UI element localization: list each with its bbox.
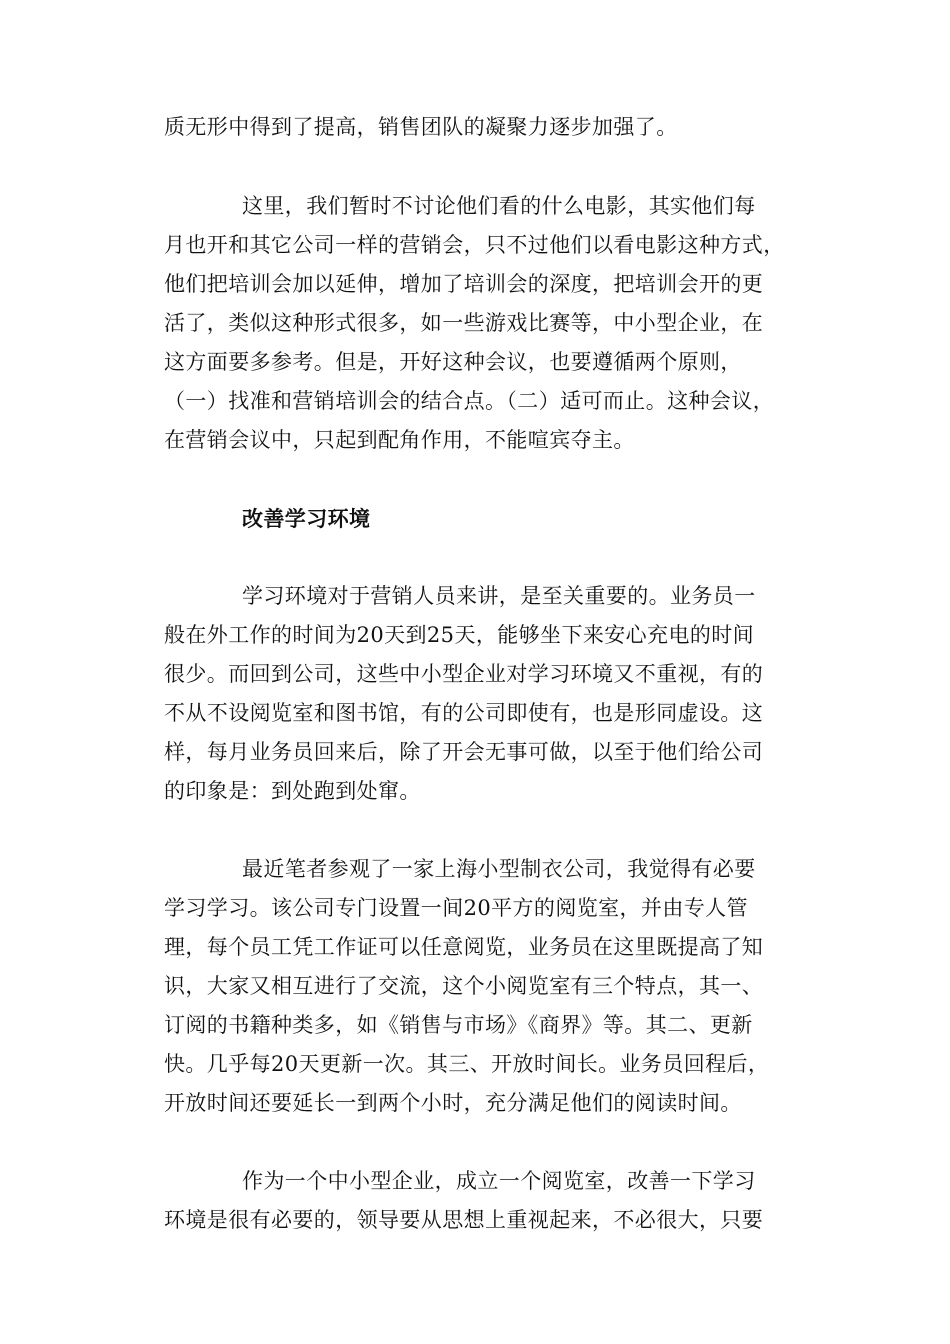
paragraph-line: 学习学习。该公司专门设置一间20平方的阅览室，并由专人管: [164, 896, 748, 920]
paragraph-line: 月也开和其它公司一样的营销会，只不过他们以看电影这种方式，: [164, 233, 785, 257]
paragraph-line: 很少。而回到公司，这些中小型企业对学习环境又不重视，有的: [164, 662, 764, 686]
paragraph-line: 识，大家又相互进行了交流，这个小阅览室有三个特点，其一、: [164, 974, 764, 998]
paragraph-line: 般在外工作的时间为20天到25天，能够坐下来安心充电的时间: [164, 623, 755, 647]
paragraph-line: 他们把培训会加以延伸，增加了培训会的深度，把培训会开的更: [164, 272, 764, 296]
paragraph-line: （一）找准和营销培训会的结合点。（二）适可而止。这种会议，: [164, 389, 775, 413]
paragraph-line: 学习环境对于营销人员来讲，是至关重要的。业务员一: [242, 584, 756, 608]
paragraph-line: 订阅的书籍种类多，如《销售与市场》《商界》等。其二、更新: [164, 1013, 753, 1037]
paragraph-line: 质无形中得到了提高，销售团队的凝聚力逐步加强了。: [164, 115, 678, 139]
paragraph-line: 不从不设阅览室和图书馆，有的公司即使有，也是形同虚设。这: [164, 701, 764, 725]
paragraph-line: 这里，我们暂时不讨论他们看的什么电影，其实他们每: [242, 194, 756, 218]
paragraph-line: 在营销会议中，只起到配角作用，不能喧宾夺主。: [164, 428, 635, 452]
section-heading: 改善学习环境: [242, 506, 371, 531]
paragraph-line: 作为一个中小型企业，成立一个阅览室，改善一下学习: [242, 1169, 756, 1193]
paragraph-line: 这方面要多参考。但是，开好这种会议，也要遵循两个原则，: [164, 350, 742, 374]
paragraph-line: 快。几乎每20天更新一次。其三、开放时间长。业务员回程后，: [164, 1052, 770, 1076]
paragraph-line: 最近笔者参观了一家上海小型制衣公司，我觉得有必要: [242, 857, 756, 881]
paragraph-line: 活了，类似这种形式很多，如一些游戏比赛等，中小型企业，在: [164, 311, 764, 335]
paragraph-line: 的印象是：到处跑到处窜。: [164, 779, 421, 803]
paragraph-line: 环境是很有必要的，领导要从思想上重视起来，不必很大，只要: [164, 1208, 764, 1232]
paragraph-line: 开放时间还要延长一到两个小时，充分满足他们的阅读时间。: [164, 1091, 742, 1115]
paragraph-line: 理，每个员工凭工作证可以任意阅览，业务员在这里既提高了知: [164, 935, 764, 959]
paragraph-line: 样，每月业务员回来后，除了开会无事可做，以至于他们给公司: [164, 740, 764, 764]
